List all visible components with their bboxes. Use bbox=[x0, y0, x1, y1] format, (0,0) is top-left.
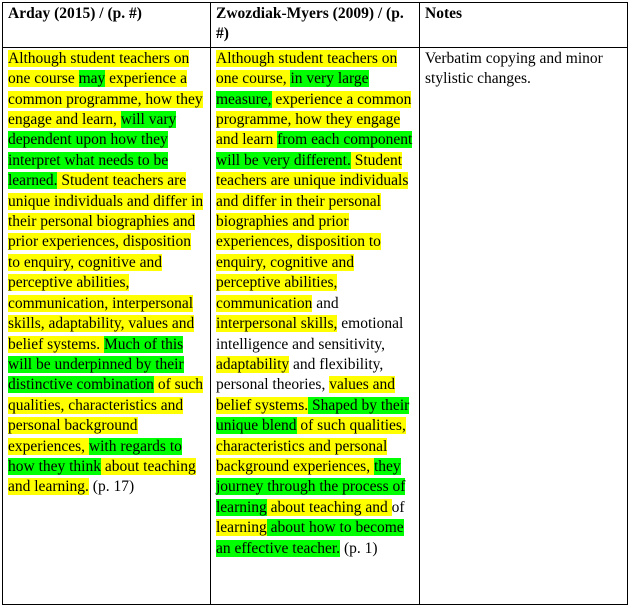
yellow-highlight: of such qualities, characteristics and personal background experiences, bbox=[8, 376, 204, 455]
yellow-highlight: adaptability bbox=[216, 355, 290, 373]
plain-text: emotional intelligence and sensitivity, bbox=[216, 315, 404, 353]
green-highlight: they journey through the process of learning bbox=[216, 457, 406, 516]
comparison-table bbox=[2, 2, 628, 605]
plain-text: and flexibility, personal theories, bbox=[216, 355, 384, 394]
green-highlight: with regards to how they think bbox=[8, 437, 182, 475]
plain-text: and bbox=[312, 294, 339, 312]
header-notes: Notes bbox=[420, 3, 628, 48]
arday-quote-cell bbox=[3, 47, 211, 604]
yellow-highlight: values and belief systems. bbox=[216, 376, 396, 414]
green-highlight: will vary dependent upon how they interpret what needs to be learned. bbox=[8, 111, 177, 190]
header-zwozdiak-myers: Zwozdiak-Myers (2009) / (p. #) bbox=[211, 3, 420, 48]
green-highlight: Much of this will be underpinned by their distinctive combination bbox=[8, 335, 184, 394]
yellow-highlight: experience a common programme, how they engage and learn, bbox=[8, 70, 203, 129]
content-row bbox=[3, 47, 628, 604]
yellow-highlight: learning bbox=[216, 519, 267, 537]
yellow-highlight: Although student teachers on one course, bbox=[216, 49, 398, 88]
zwozdiak-myers-quote-cell bbox=[211, 47, 420, 604]
yellow-highlight: Although student teachers on one course bbox=[8, 49, 190, 88]
yellow-highlight: interpersonal skills, bbox=[216, 315, 338, 333]
page-citation: (p. 17) bbox=[88, 478, 135, 496]
header-arday: Arday (2015) / (p. #) bbox=[3, 3, 211, 48]
yellow-highlight: of such qualities, characteristics and personal background experiences, bbox=[216, 417, 406, 475]
notes-cell bbox=[420, 47, 628, 604]
plain-text: of bbox=[391, 498, 405, 516]
notes-text: Verbatim copying and minor stylistic changes. bbox=[425, 49, 603, 88]
header-row bbox=[3, 3, 628, 48]
yellow-highlight: experience a common programme, how they engage and learn bbox=[216, 90, 412, 149]
page-citation: (p. 1) bbox=[340, 539, 378, 557]
yellow-highlight: Student teachers are unique individuals and differ in their personal biographies and prior experiences, disposition to enquiry, cognitive and perceptive abilities, communication bbox=[216, 151, 409, 312]
green-highlight: about how to become an effective teacher. bbox=[216, 519, 404, 557]
green-highlight: in very large measure, bbox=[216, 70, 369, 108]
yellow-highlight: about teaching and bbox=[266, 498, 392, 516]
green-highlight: from each component will be very different. bbox=[216, 131, 413, 169]
yellow-highlight: Student teachers are unique individuals and differ in their personal biographies and prior experiences, disposition to enquiry, cognitive and perceptive abilities, communication, interpersonal skills, adaptability, values and belief systems. bbox=[8, 172, 204, 353]
yellow-highlight: about teaching and learning. bbox=[8, 457, 196, 496]
green-highlight: may bbox=[78, 70, 106, 88]
green-highlight: Shaped by their unique blend bbox=[216, 396, 410, 435]
